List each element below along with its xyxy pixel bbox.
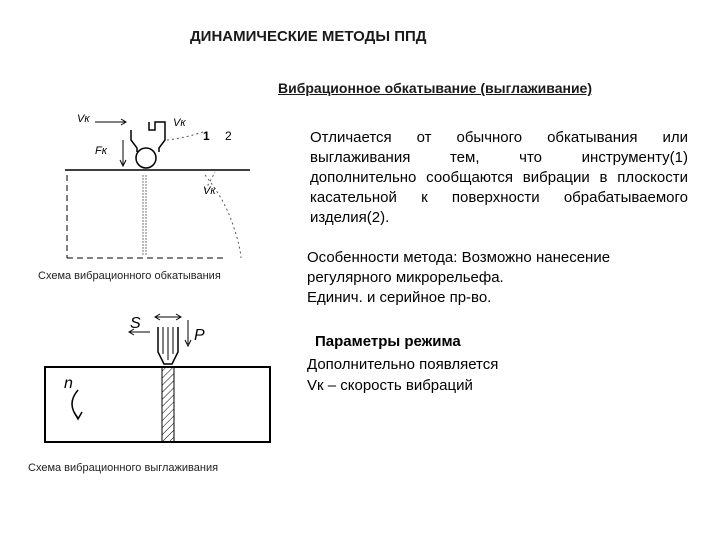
fk-label: Fк — [95, 145, 107, 157]
burnishing-diagram-caption: Схема вибрационного выглаживания — [28, 462, 219, 474]
tool-number-label: 1 — [203, 129, 210, 143]
feed-s-label: S — [130, 315, 141, 332]
rolling-diagram-caption: Схема вибрационного обкатывания — [38, 270, 221, 282]
features-line: Особенности метода: Возможно нанесение регулярного микрорельефа. — [307, 249, 611, 286]
description-paragraph: Отличается от обычного обкатывания или выглаживания тем, что инструменту(1) дополнительно сообщаются вибрации в плоскости касательной к поверхности обрабатываемого изделия(2). — [310, 129, 688, 226]
vk-bottom-label: Vк — [203, 185, 216, 197]
part-number-label: 2 — [225, 129, 232, 143]
features-paragraph — [307, 248, 697, 308]
params-line-1: Дополнительно появляется — [307, 356, 499, 373]
vibration-rolling-diagram — [55, 100, 255, 265]
vk-right-label: Vк — [173, 117, 186, 129]
vk-top-label: Vк — [77, 113, 90, 125]
production-line: Единич. и серийное пр-во. — [307, 289, 492, 306]
rotation-n-label: n — [64, 375, 73, 392]
force-p-label: P — [194, 327, 205, 344]
params-line-2: Vк – скорость вибраций — [307, 377, 473, 394]
params-heading: Параметры режима — [315, 333, 461, 350]
vibration-burnishing-diagram — [30, 312, 280, 452]
slide-title: ДИНАМИЧЕСКИЕ МЕТОДЫ ППД — [190, 28, 427, 45]
slide-subtitle: Вибрационное обкатывание (выглаживание) — [278, 80, 592, 96]
